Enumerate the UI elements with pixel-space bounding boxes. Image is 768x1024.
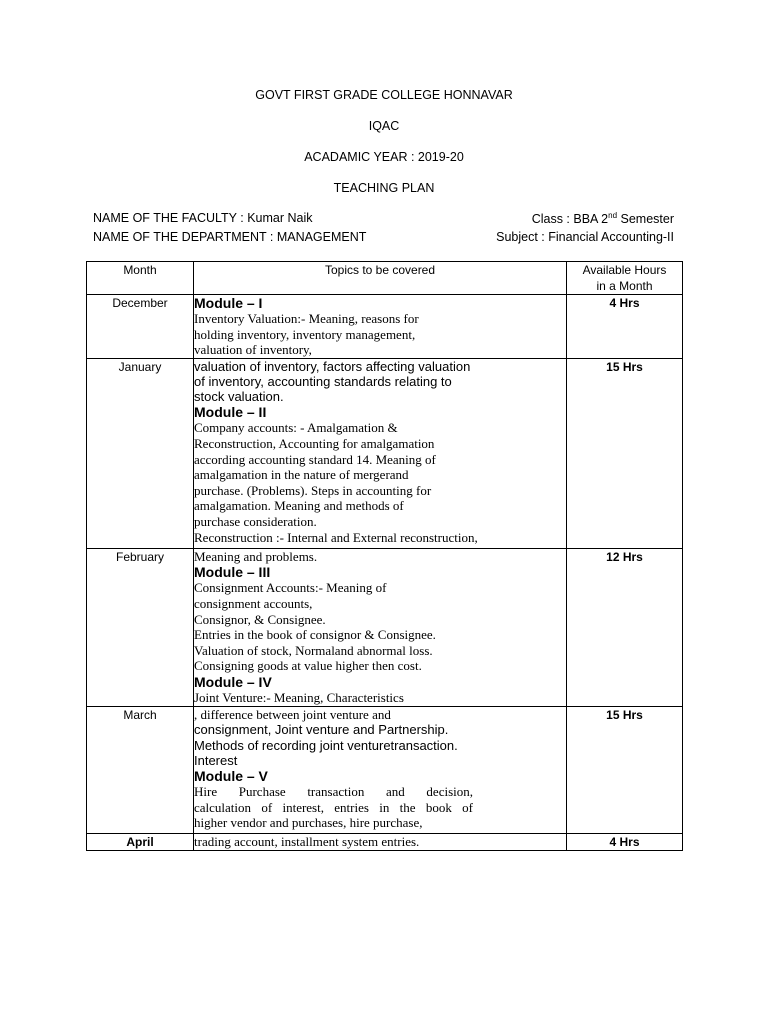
topics-cell [194,833,567,850]
topic-line: purchase consideration. [194,513,317,529]
header-topics: Topics to be covered [194,262,567,295]
module-heading: Module – III [194,564,271,581]
topic-line: trading account, installment system entries. [194,833,420,849]
table-row [87,833,683,850]
topic-line: Hire Purchase transaction and decision, [194,783,473,799]
topics-cell [194,358,567,548]
topic-line: Interest [194,752,238,768]
topic-line: Reconstruction :- Internal and External reconstruction, [194,529,478,545]
month-cell: March [87,706,194,833]
department-name: NAME OF THE DEPARTMENT : MANAGEMENT [93,230,367,244]
topic-line: consignment, Joint venture and Partnership. [194,722,449,738]
month-cell: April [87,833,194,850]
module-heading: Module – IV [194,673,272,690]
teaching-plan-table [86,261,683,851]
topic-line: holding inventory, inventory management, [194,326,416,342]
hours-cell: 15 Hrs [567,706,683,833]
topic-line: Company accounts: - Amalgamation & [194,420,398,436]
topic-line: of inventory, accounting standards relating to [194,373,452,389]
class-info [532,211,674,226]
college-name: GOVT FIRST GRADE COLLEGE HONNAVAR [255,88,513,102]
class-suffix: Semester [617,212,674,227]
faculty-name: NAME OF THE FACULTY : Kumar Naik [93,211,313,225]
hours-cell: 4 Hrs [567,295,683,359]
module-heading: Module – I [194,295,263,311]
topic-line: valuation of inventory, [194,342,312,358]
class-prefix: Class : BBA 2 [531,212,609,227]
topic-line: , difference between joint venture and [194,706,391,722]
table-row [87,358,683,548]
hours-cell: 4 Hrs [567,833,683,850]
topic-line: Valuation of stock, Normaland abnormal loss. [194,642,433,658]
topic-line: according accounting standard 14. Meaning of [194,451,436,467]
table-row [87,548,683,706]
month-cell: February [87,548,194,706]
topics-cell [194,548,567,706]
topic-line: amalgamation in the nature of mergerand [194,467,409,483]
topic-line: Inventory Valuation:- Meaning, reasons for [194,311,419,326]
hours-cell: 12 Hrs [567,548,683,706]
topics-cell [194,295,567,359]
table-header-row [87,262,683,295]
topic-line: Joint Venture:- Meaning, Characteristics [194,689,404,705]
module-heading: Module – V [194,767,268,784]
header-hours [567,262,683,295]
month-cell: December [87,295,194,359]
topic-line: Consigning goods at value higher then cost. [194,658,422,674]
header-hours-line-1: Available Hours [582,263,667,277]
topic-line: consignment accounts, [194,595,313,611]
header-month: Month [87,262,194,295]
topic-line: Consignment Accounts:- Meaning of [194,580,387,596]
class-ordinal: nd [608,211,618,220]
module-heading: Module – II [194,404,267,421]
topic-line: valuation of inventory, factors affecting valuation [194,358,471,374]
topic-line: Reconstruction, Accounting for amalgamation [194,435,435,451]
academic-year: ACADAMIC YEAR : 2019-20 [304,150,464,164]
topic-line: calculation of interest, entries in the book of [194,799,473,815]
hours-cell: 15 Hrs [567,358,683,548]
month-cell: January [87,358,194,548]
topic-line: Methods of recording joint venturetransaction. [194,737,458,753]
header-hours-line-2: in a Month [596,279,653,293]
topic-line: amalgamation. Meaning and methods of [194,498,404,514]
topic-line: Entries in the book of consignor & Consignee. [194,627,436,643]
table-row [87,295,683,359]
subject-info: Subject : Financial Accounting-II [496,230,674,244]
iqac-label: IQAC [368,119,400,133]
topic-line: purchase. (Problems). Steps in accounting for [194,482,432,498]
topic-line: stock valuation. [194,389,284,405]
topic-line: higher vendor and purchases, hire purchase, [194,815,423,831]
topic-line: Consignor, & Consignee. [194,611,326,627]
table-row [87,706,683,833]
document-title: TEACHING PLAN [333,181,435,195]
topics-cell [194,706,567,833]
topic-line: Meaning and problems. [194,548,318,564]
